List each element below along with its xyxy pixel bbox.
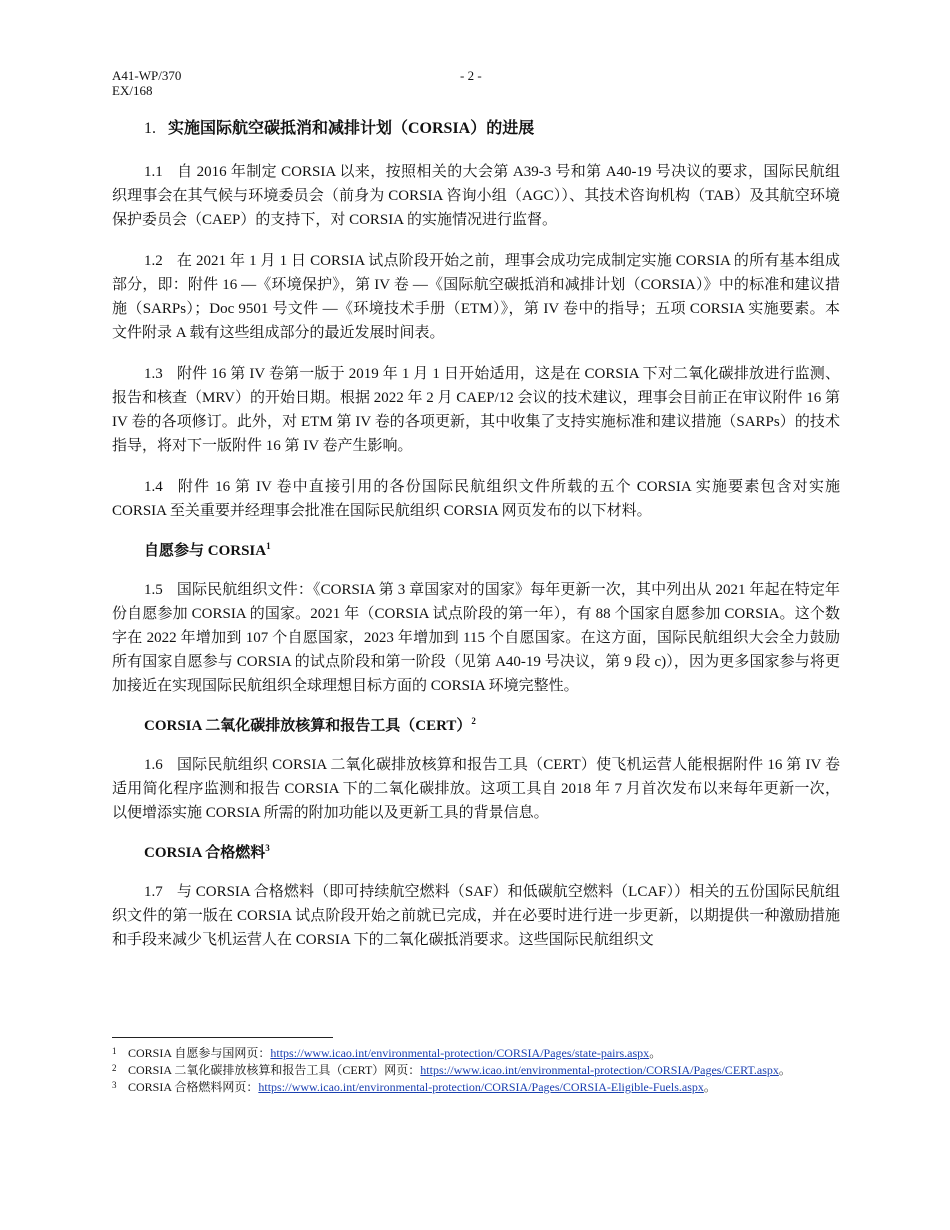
- footnote-end: 。: [703, 1080, 716, 1094]
- subheading-text: 自愿参与 CORSIA: [144, 543, 267, 559]
- footnote-text: [128, 1079, 842, 1095]
- subheading-eligible-fuels: [144, 842, 840, 864]
- footnote-2: [112, 1062, 842, 1078]
- paragraph-number: 1.2: [144, 253, 163, 269]
- footnote-3: [112, 1079, 842, 1095]
- paragraph-1-5: [112, 578, 840, 698]
- subheading-text: CORSIA 二氧化碳排放核算和报告工具（CERT）: [144, 718, 472, 734]
- paragraph-number: 1.6: [144, 757, 163, 773]
- footnote-mark: 2: [112, 1063, 117, 1073]
- paragraph-1-4: [112, 475, 840, 523]
- subheading-voluntary-participation: [144, 540, 840, 562]
- paragraph-text: 附件 16 第 IV 卷第一版于 2019 年 1 月 1 日开始适用，这是在 CORSIA 下对二氧化碳排放进行监测、报告和核查（MRV）的开始日期。根据 2022 年 2 月 CAEP/12 会议的技术建议，理事会目前正在审议附件 16 第 IV 卷的各项修订。此外，对 ETM 第 IV 卷的各项更新，其中收集了支持实施标准和建议措施（SARPs）的技术指导，将对下一版附件 16 第 IV 卷产生影响。: [112, 366, 840, 454]
- paragraph-1-7: [112, 880, 840, 952]
- document-body: [112, 118, 840, 969]
- footnote-mark: 1: [112, 1046, 117, 1056]
- footnote-mark: 3: [112, 1080, 117, 1090]
- paragraph-text: 国际民航组织文件：《CORSIA 第 3 章国家对的国家》每年更新一次，其中列出从 2021 年起在特定年份自愿参加 CORSIA 的国家。2021 年（CORSIA 试点阶段的第一年），有 88 个国家自愿参加 CORSIA。这个数字在 2022 年增加到 107 个自愿国家，2023 年增加到 115 个自愿国家。在这方面，国际民航组织大会全力鼓励所有国家自愿参与 CORSIA 的试点阶段和第一阶段（见第 A40-19 号决议，第 9 段 c)），因为更多国家参与将更加接近在实现国际民航组织全球理想目标方面的 CORSIA 环境完整性。: [112, 582, 840, 694]
- paragraph-1-3: [112, 362, 840, 458]
- section-number: 1.: [144, 120, 156, 137]
- footnote-text: [128, 1062, 842, 1078]
- paragraph-1-2: [112, 249, 840, 345]
- paragraph-number: 1.3: [144, 366, 163, 382]
- paragraph-number: 1.5: [144, 582, 163, 598]
- footnote-end: 。: [649, 1046, 662, 1060]
- footnote-separator: [112, 1037, 333, 1038]
- footnote-link[interactable]: https://www.icao.int/environmental-protection/CORSIA/Pages/CORSIA-Eligible-Fuels.aspx: [258, 1080, 704, 1094]
- footnote-text: [128, 1045, 842, 1061]
- doc-ref-line1: A41-WP/370: [112, 68, 182, 83]
- paragraph-text: 附件 16 第 IV 卷中直接引用的各份国际民航组织文件所载的五个 CORSIA 实施要素包含对实施 CORSIA 至关重要并经理事会批准在国际民航组织 CORSIA 网页发布的以下材料。: [112, 479, 840, 519]
- footnote-ref[interactable]: 3: [265, 843, 270, 853]
- paragraph-number: 1.4: [144, 479, 163, 495]
- footnote-label: CORSIA 合格燃料网页：: [128, 1080, 259, 1094]
- footnote-link[interactable]: https://www.icao.int/environmental-protection/CORSIA/Pages/state-pairs.aspx: [270, 1046, 650, 1060]
- paragraph-text: 自 2016 年制定 CORSIA 以来，按照相关的大会第 A39-3 号和第 A40-19 号决议的要求，国际民航组织理事会在其气候与环境委员会（前身为 CORSIA 咨询小组（AGC））、其技术咨询机构（TAB）及其航空环境保护委员会（CAEP）的支持下，对 CORSIA 的实施情况进行监督。: [112, 164, 840, 228]
- footnote-label: CORSIA 自愿参与国网页：: [128, 1046, 271, 1060]
- paragraph-number: 1.1: [144, 164, 163, 180]
- footnote-ref[interactable]: 2: [471, 716, 476, 726]
- footnotes: [112, 1045, 842, 1096]
- section-heading: [144, 118, 840, 140]
- paragraph-number: 1.7: [144, 884, 163, 900]
- footnote-link[interactable]: https://www.icao.int/environmental-protection/CORSIA/Pages/CERT.aspx: [420, 1063, 779, 1077]
- section-title: 实施国际航空碳抵消和减排计划（CORSIA）的进展: [168, 120, 535, 137]
- paragraph-text: 与 CORSIA 合格燃料（即可持续航空燃料（SAF）和低碳航空燃料（LCAF））相关的五份国际民航组织文件的第一版在 CORSIA 试点阶段开始之前就已完成，并在必要时进行进一步更新，以期提供一种激励措施和手段来减少飞机运营人在 CORSIA 下的二氧化碳抵消要求。这些国际民航组织文: [112, 884, 840, 948]
- footnote-end: 。: [778, 1063, 791, 1077]
- doc-ref-line2: EX/168: [112, 83, 153, 98]
- paragraph-text: 在 2021 年 1 月 1 日 CORSIA 试点阶段开始之前，理事会成功完成制定实施 CORSIA 的所有基本组成部分，即：附件 16 —《环境保护》，第 IV 卷 —《国际航空碳抵消和减排计划（CORSIA）》中的标准和建议措施（SARPs）；Doc 9501 号文件 —《环境技术手册（ETM）》，第 IV 卷中的指导；五项 CORSIA 实施要素。本文件附录 A 载有这些组成部分的最近发展时间表。: [112, 253, 840, 341]
- footnote-1: [112, 1045, 842, 1061]
- footnote-ref[interactable]: 1: [266, 541, 271, 551]
- subheading-text: CORSIA 合格燃料: [144, 845, 266, 861]
- paragraph-1-1: [112, 160, 840, 232]
- document-reference: [112, 68, 181, 98]
- footnote-label: CORSIA 二氧化碳排放核算和报告工具（CERT）网页：: [128, 1063, 421, 1077]
- paragraph-text: 国际民航组织 CORSIA 二氧化碳排放核算和报告工具（CERT）使飞机运营人能根据附件 16 第 IV 卷适用简化程序监测和报告 CORSIA 下的二氧化碳排放。这项工具自 2018 年 7 月首次发布以来每年更新一次，以便增添实施 CORSIA 所需的附加功能以及更新工具的背景信息。: [112, 757, 840, 821]
- page-number: - 2 -: [460, 68, 482, 83]
- paragraph-1-6: [112, 753, 840, 825]
- subheading-cert: [144, 715, 840, 737]
